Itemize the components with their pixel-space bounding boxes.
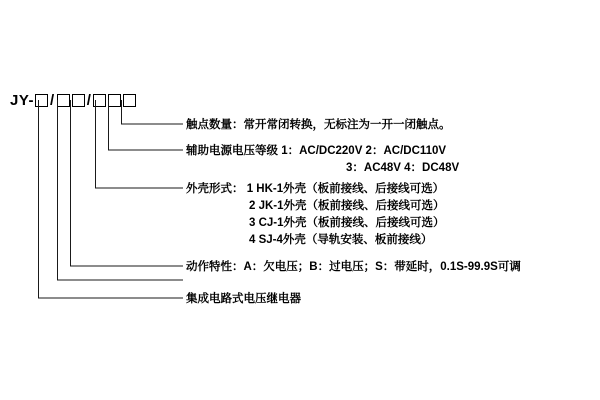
callout-shell-type-line4: 4 SJ-4外壳（导轨安装、板前接线） xyxy=(249,234,433,246)
code-box-2a xyxy=(57,94,70,107)
callout-action-characteristic-line1: 动作特性：A：欠电压；B：过电压；S：带延时，0.1S-99.9S可调 xyxy=(186,261,521,273)
code-separator-1: / xyxy=(50,92,55,109)
callout-auxiliary-voltage-line1: 辅助电源电压等级 1：AC/DC220V 2：AC/DC110V xyxy=(186,145,447,157)
callout-product-name xyxy=(186,291,301,308)
code-box-3c xyxy=(123,94,136,107)
callout-shell-type-line3: 3 CJ-1外壳（板前接线、后接线可选） xyxy=(249,217,445,229)
callout-auxiliary-voltage xyxy=(186,143,459,177)
code-box-1 xyxy=(35,94,48,107)
model-code xyxy=(10,92,137,109)
callout-contact-quantity-line1: 触点数量：常开常闭转换，无标注为一开一闭触点。 xyxy=(186,119,451,131)
callout-shell-type-line1: 外壳形式： 1 HK-1外壳（板前接线、后接线可选） xyxy=(186,183,445,195)
code-box-3b xyxy=(108,94,121,107)
callout-auxiliary-voltage-line2: 3：AC48V 4：DC48V xyxy=(346,162,460,174)
callout-shell-type-line2: 2 JK-1外壳（板前接线、后接线可选） xyxy=(249,200,445,212)
callout-contact-quantity xyxy=(186,117,451,134)
model-code-prefix: JY- xyxy=(10,92,35,109)
code-box-3a xyxy=(93,94,106,107)
callout-product-name-line1: 集成电路式电压继电器 xyxy=(186,293,301,305)
callout-shell-type xyxy=(186,181,445,249)
code-separator-2: / xyxy=(86,92,92,109)
code-box-2b xyxy=(72,94,85,107)
callout-action-characteristic xyxy=(186,259,521,276)
